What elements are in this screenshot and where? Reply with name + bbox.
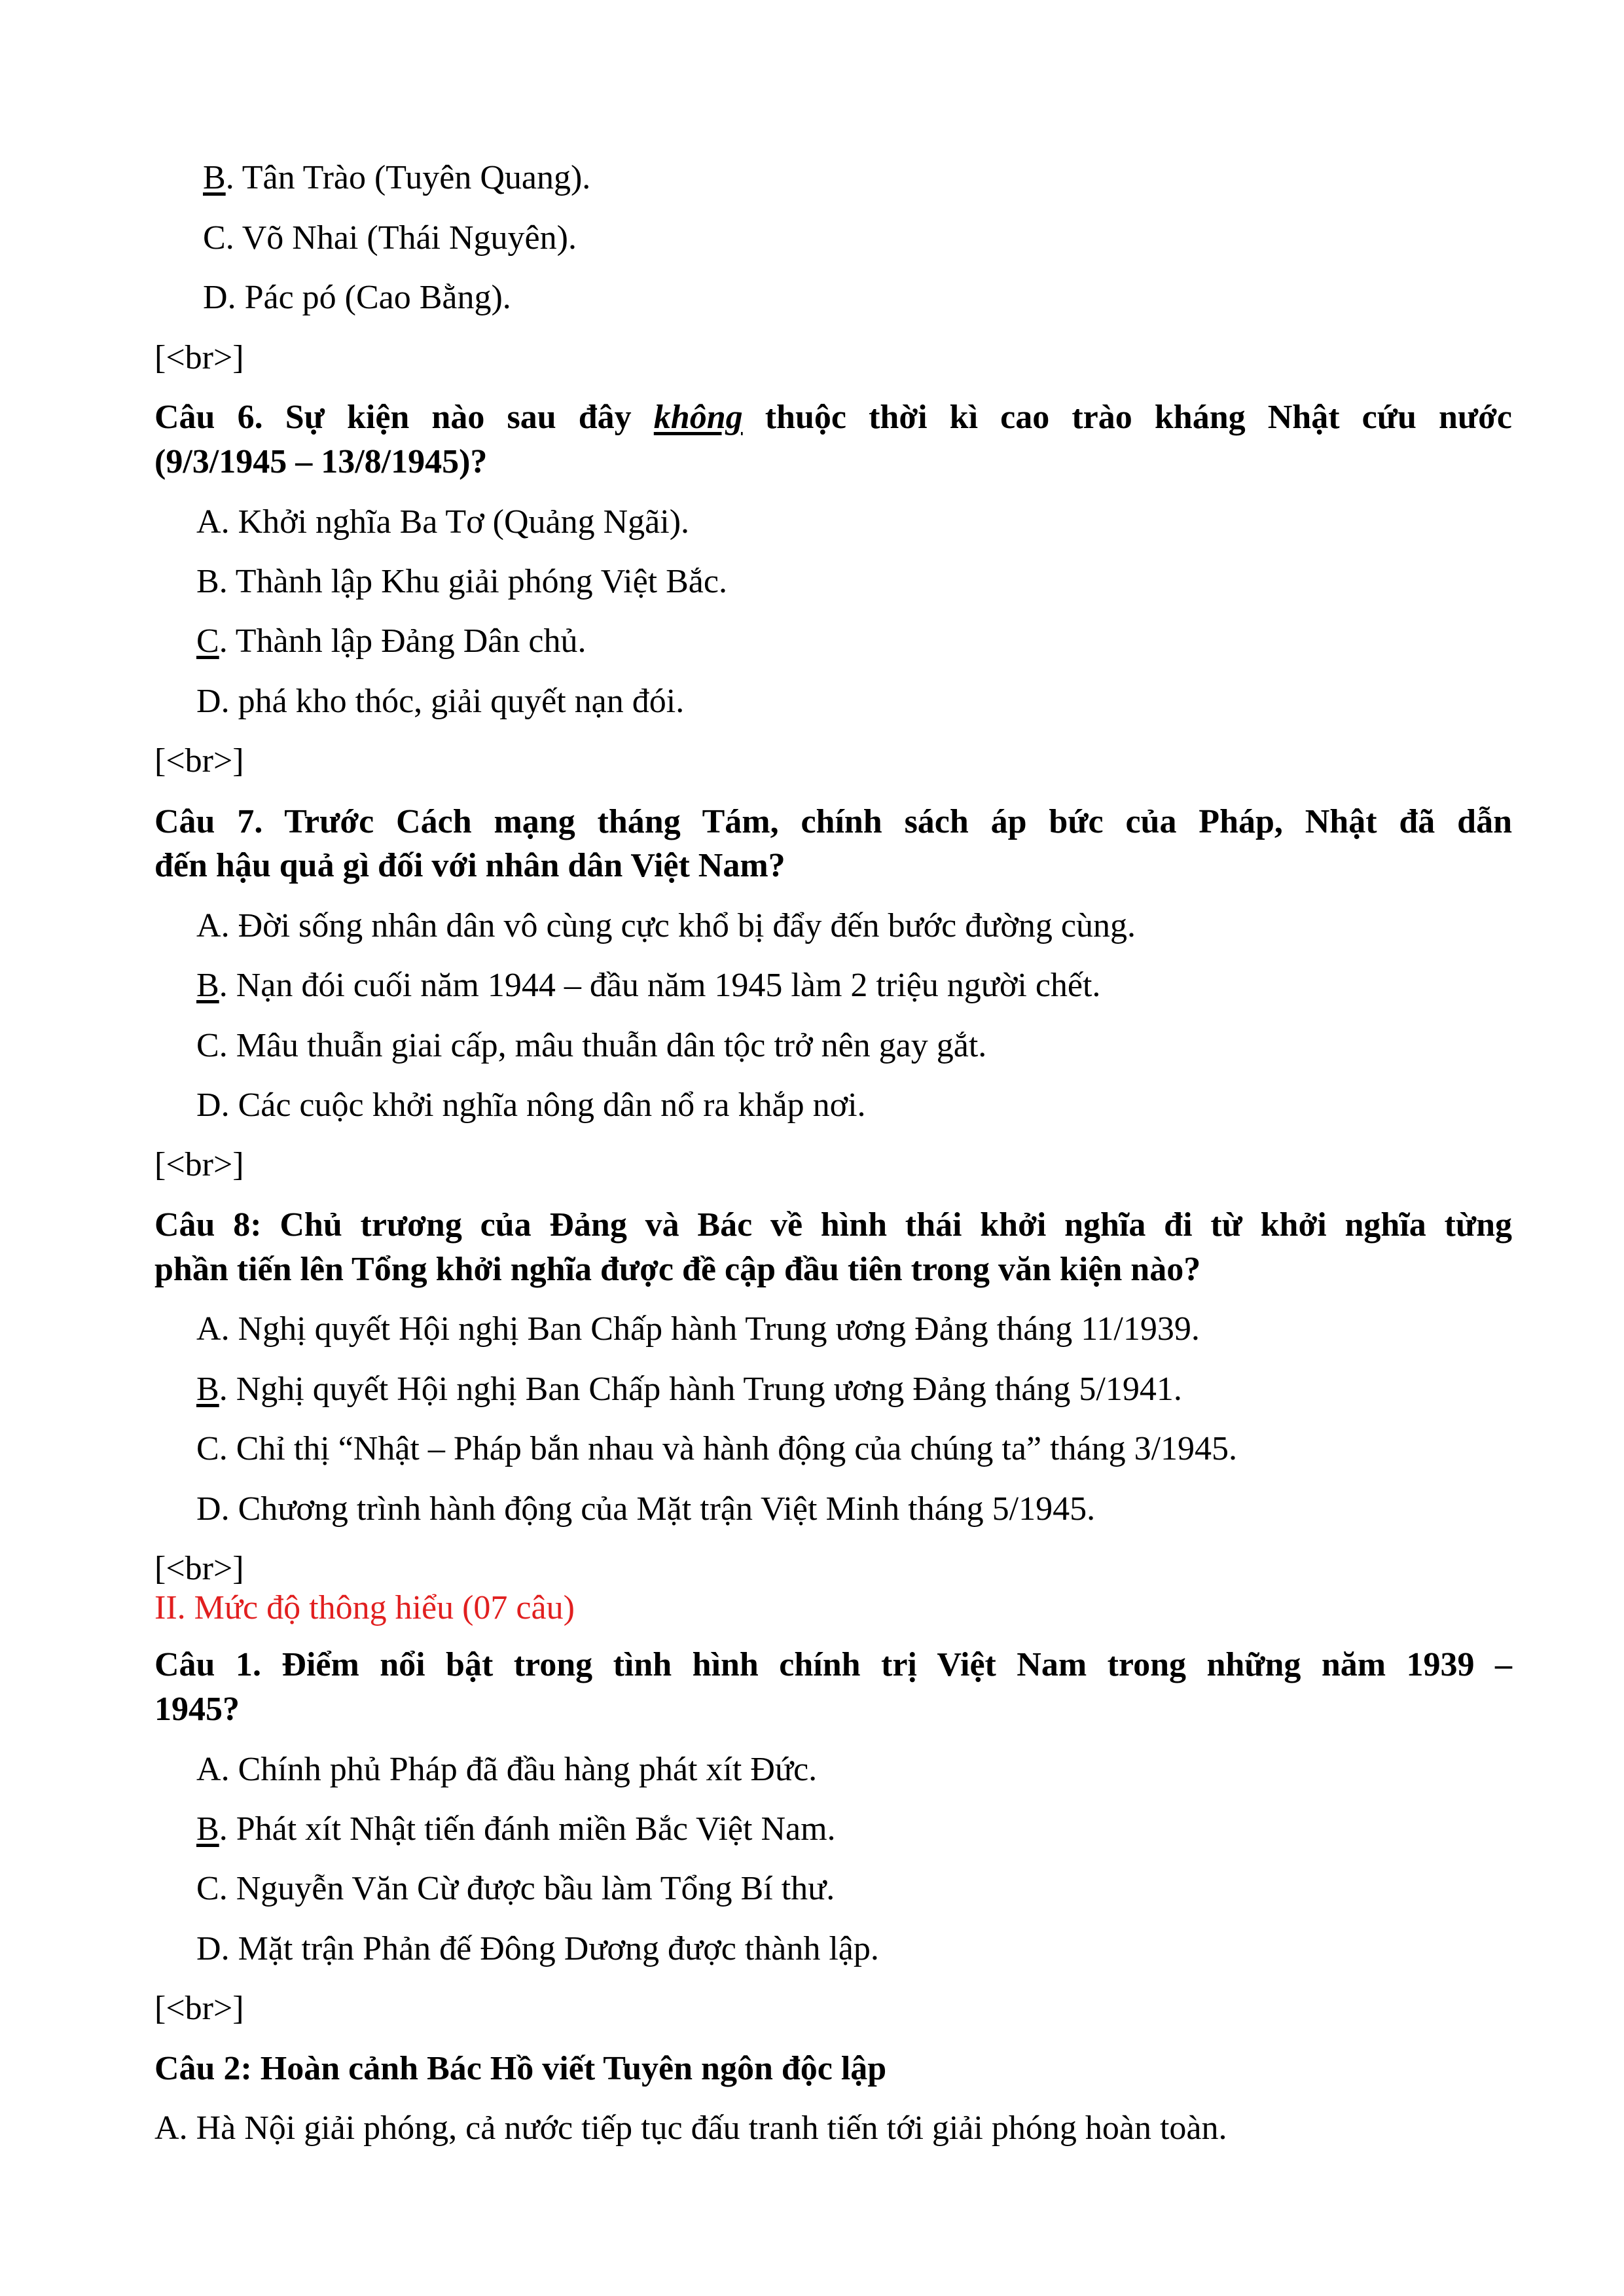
option-letter: C <box>196 1027 219 1064</box>
q7-option-c <box>196 1024 986 1068</box>
separator: [<br>] <box>154 742 244 780</box>
s2q2-option-a <box>154 2106 1227 2151</box>
question-6-line-2: (9/3/1945 – 13/8/1945)? <box>154 443 488 480</box>
question-text: thuộc thời kì cao trào kháng Nhật cứu nước <box>742 399 1512 436</box>
option-text: . Nạn đói cuối năm 1944 – đầu năm 1945 làm 2 triệu người chết. <box>219 967 1101 1004</box>
option-letter: A <box>196 1751 221 1788</box>
q5-option-d <box>203 276 511 320</box>
q8-option-a <box>196 1307 1200 1352</box>
option-text: . Pác pó (Cao Bằng). <box>227 279 511 316</box>
option-letter: B <box>203 159 226 196</box>
option-letter: D <box>196 1490 221 1528</box>
s2q1-option-b <box>196 1807 836 1852</box>
option-text: . Nghị quyết Hội nghị Ban Chấp hành Trung ương Đảng tháng 5/1941. <box>219 1371 1182 1408</box>
option-letter: B <box>196 1810 219 1848</box>
q7-option-d <box>196 1083 866 1128</box>
option-text: . Chính phủ Pháp đã đầu hàng phát xít Đức. <box>221 1751 818 1788</box>
option-text: . Nguyễn Văn Cừ được bầu làm Tổng Bí thư. <box>219 1870 835 1907</box>
option-letter: C <box>196 622 219 660</box>
question-8-line-1: Câu 8: Chủ trương của Đảng và Bác về hình thái khởi nghĩa đi từ khởi nghĩa từng <box>154 1206 1512 1244</box>
option-letter: D <box>196 1930 221 1967</box>
question-number: Câu 1 <box>154 1646 253 1683</box>
q6-option-a <box>196 500 689 545</box>
option-letter: A <box>196 907 221 944</box>
option-text: . Phát xít Nhật tiến đánh miền Bắc Việt Nam. <box>219 1810 836 1848</box>
separator: [<br>] <box>154 1990 244 2027</box>
s2q1-option-d <box>196 1927 879 1971</box>
q6-option-b <box>196 560 727 604</box>
option-letter: B <box>196 563 219 600</box>
option-text: . phá kho thóc, giải quyết nạn đói. <box>221 683 685 720</box>
option-letter: B <box>196 967 219 1004</box>
option-text: . Mâu thuẫn giai cấp, mâu thuẫn dân tộc trở nên gay gắt. <box>219 1027 987 1064</box>
question-text: . Trước Cách mạng tháng Tám, chính sách áp bức của Pháp, Nhật đã dẫn <box>254 803 1512 840</box>
s2q1-option-c <box>196 1867 835 1911</box>
section2-question-2-title: Câu 2: Hoàn cảnh Bác Hồ viết Tuyên ngôn độc lập <box>154 2050 887 2087</box>
section2-question-1-line-2: 1945? <box>154 1691 240 1728</box>
option-letter: A <box>196 503 221 541</box>
option-letter: D <box>203 279 228 316</box>
option-letter: C <box>203 219 226 257</box>
option-letter: A <box>196 1310 221 1348</box>
section2-question-1-line-1 <box>154 1643 1512 1687</box>
option-text: . Khởi nghĩa Ba Tơ (Quảng Ngãi). <box>221 503 690 541</box>
question-text: . Sự kiện nào sau đây <box>254 399 654 436</box>
question-7-line-1 <box>154 800 1512 844</box>
separator: [<br>] <box>154 1550 244 1587</box>
option-text: . Võ Nhai (Thái Nguyên). <box>225 219 577 257</box>
option-text: . Các cuộc khởi nghĩa nông dân nổ ra khắp nơi. <box>221 1086 866 1124</box>
q5-option-b <box>203 156 590 200</box>
s2q1-option-a <box>196 1748 817 1792</box>
q5-option-c <box>203 216 577 260</box>
option-text: . Mặt trận Phản đế Đông Dương được thành lập. <box>221 1930 879 1967</box>
option-text: . Nghị quyết Hội nghị Ban Chấp hành Trung ương Đảng tháng 11/1939. <box>221 1310 1200 1348</box>
option-letter: D <box>196 683 221 720</box>
option-letter: D <box>196 1086 221 1124</box>
option-text: . Thành lập Khu giải phóng Việt Bắc. <box>219 563 727 600</box>
option-letter: C <box>196 1870 219 1907</box>
question-6-line-1 <box>154 395 1512 440</box>
option-text: . Đời sống nhân dân vô cùng cực khổ bị đẩy đến bước đường cùng. <box>221 907 1136 944</box>
question-emphasis: không <box>653 399 743 436</box>
separator: [<br>] <box>154 1146 244 1183</box>
question-number: Câu 7 <box>154 803 255 840</box>
q8-option-b <box>196 1367 1182 1412</box>
option-text: . Hà Nội giải phóng, cả nước tiếp tục đấu tranh tiến tới giải phóng hoàn toàn. <box>179 2109 1227 2147</box>
option-letter: A <box>154 2109 179 2147</box>
question-7-line-2: đến hậu quả gì đối với nhân dân Việt Nam? <box>154 847 785 884</box>
separator: [<br>] <box>154 339 244 376</box>
section-heading: II. Mức độ thông hiểu (07 câu) <box>154 1589 575 1626</box>
q8-option-c <box>196 1427 1237 1471</box>
question-number: Câu 6 <box>154 399 255 436</box>
option-letter: C <box>196 1430 219 1467</box>
question-text: . Điểm nổi bật trong tình hình chính trị Việt Nam trong những năm 1939 – <box>252 1646 1512 1683</box>
option-text: . Thành lập Đảng Dân chủ. <box>219 622 586 660</box>
option-text: . Tân Trào (Tuyên Quang). <box>225 159 591 196</box>
q6-option-d <box>196 679 684 724</box>
q8-option-d <box>196 1487 1095 1532</box>
q7-option-a <box>196 904 1136 948</box>
q6-option-c <box>196 619 586 664</box>
option-text: . Chỉ thị “Nhật – Pháp bắn nhau và hành động của chúng ta” tháng 3/1945. <box>219 1430 1238 1467</box>
option-text: . Chương trình hành động của Mặt trận Việt Minh tháng 5/1945. <box>221 1490 1096 1528</box>
option-letter: B <box>196 1371 219 1408</box>
q7-option-b <box>196 963 1100 1008</box>
question-8-line-2: phần tiến lên Tổng khởi nghĩa được đề cập đầu tiên trong văn kiện nào? <box>154 1251 1201 1288</box>
